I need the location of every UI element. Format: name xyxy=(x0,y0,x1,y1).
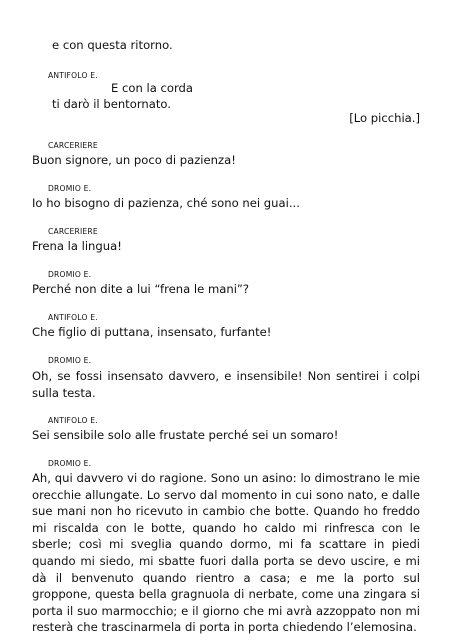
stage-direction: [Lo picchia.] xyxy=(349,111,420,125)
dialogue-line: Perché non dite a lui “frena le mani”? xyxy=(32,282,250,296)
dialogue-paragraph: Oh, se fossi insensato davvero, e insensibile! Non sentirei i colpi sulla testa. xyxy=(32,369,420,400)
speaker-name: DROMIO E. xyxy=(48,184,92,193)
speaker-name: DROMIO E. xyxy=(48,459,92,468)
dialogue-line: Buon signore, un poco di pazienza! xyxy=(32,153,236,167)
dialogue-line: Sei sensibile solo alle frustate perché sei un somaro! xyxy=(32,428,339,442)
speaker-name: CARCERIERE xyxy=(48,227,98,236)
speaker-name: ANTIFOLO E. xyxy=(48,313,98,322)
dialogue-paragraph: Ah, qui davvero vi do ragione. Sono un asino: lo dimostrano le mie orecchie allungate. Lo servo dal momento in cui sono nato, e dalle sue mani non ho ricevuto in cambio che botte. Quando ho freddo mi riscalda con le botte, quando ho caldo mi rinfresca con le sberle; così mi sveglia quando dormo, mi fa scattare in piedi quando mi siedo, mi sbatte fuori dalla porta se devo uscire, e mi dà il benvenuto quando rientro a casa; e me la porto sul groppone, questa bella gragnuola di nerbate, come una zingara si porta il suo marmocchio; e il giorno che mi avrà azzoppato non mi resterà che trascinarmela di porta in porta chiedendo l’elemosina. xyxy=(32,471,420,635)
verse-line: ti darò il bentornato. xyxy=(52,97,171,111)
speaker-name: ANTIFOLO E. xyxy=(48,416,98,425)
speaker-name: DROMIO E. xyxy=(48,356,92,365)
dialogue-line: Frena la lingua! xyxy=(32,239,122,253)
verse-line: E con la corda xyxy=(111,81,194,95)
speaker-name: ANTIFOLO E. xyxy=(48,71,98,80)
verse-line: e con questa ritorno. xyxy=(52,38,173,52)
dialogue-line: Io ho bisogno di pazienza, ché sono nei guai... xyxy=(32,196,300,210)
speaker-name: CARCERIERE xyxy=(48,141,98,150)
speaker-name: DROMIO E. xyxy=(48,270,92,279)
dialogue-line: Che figlio di puttana, insensato, furfante! xyxy=(32,325,272,339)
